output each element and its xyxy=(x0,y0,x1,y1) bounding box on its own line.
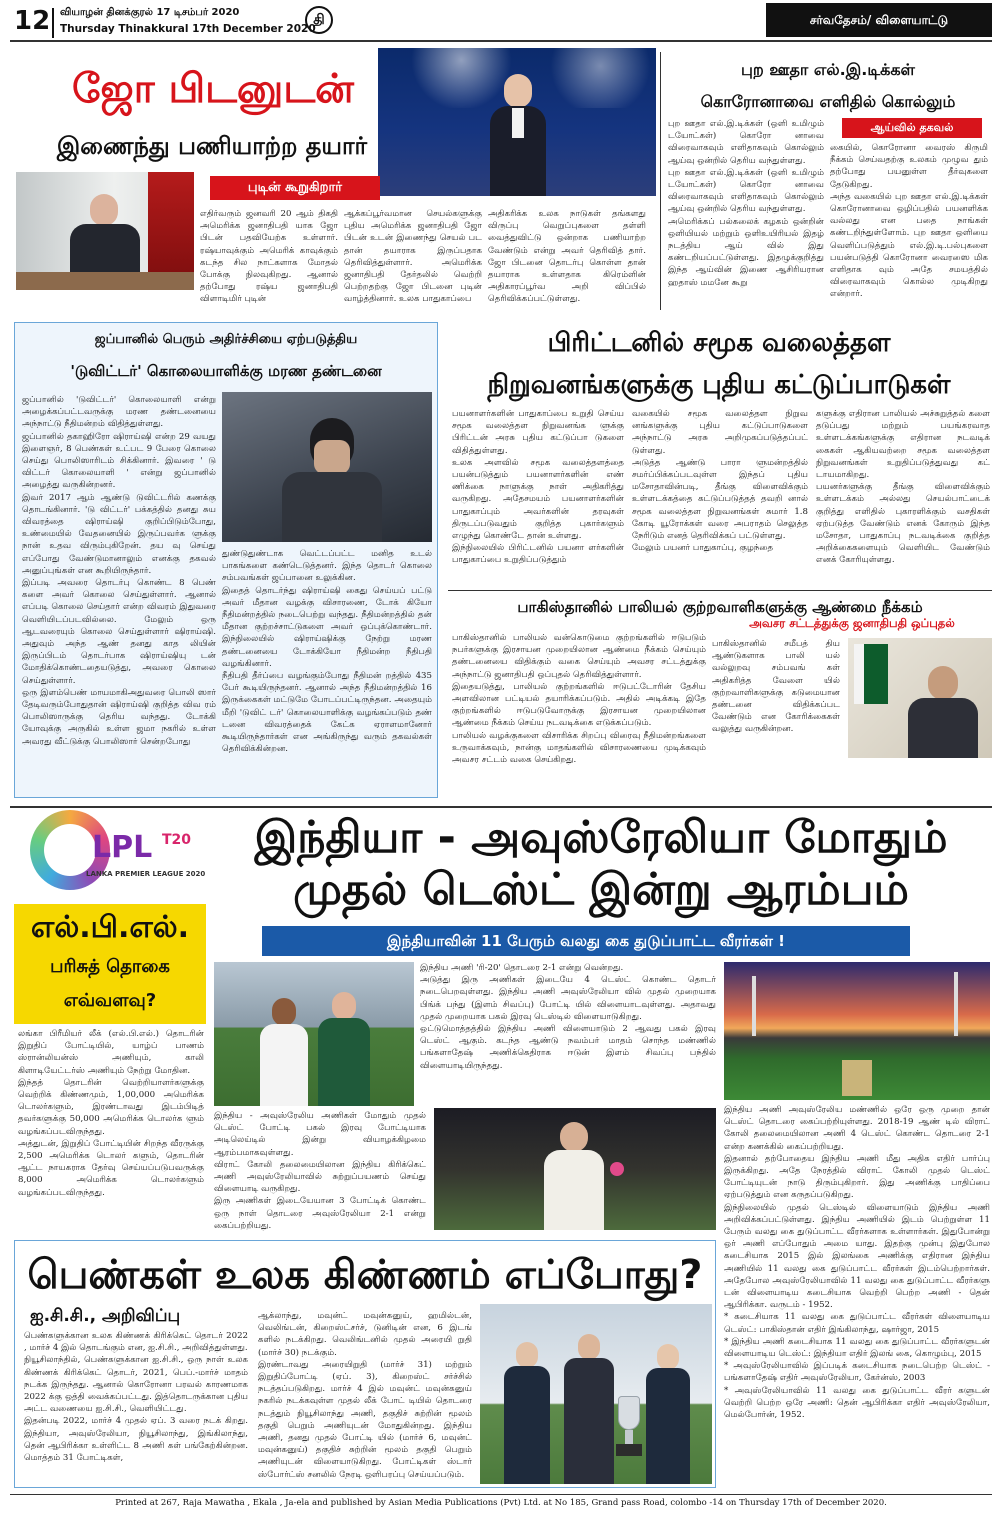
lpl-wordmark: LPL xyxy=(92,830,153,865)
biden-column-2: ஆக்கப்பூர்வமான செயல்களுக்கு புதிய அமெரிக்க ஜனாதிபதி ஜோ பிடன் உடன் இணைந்து செயல் பட தான் தயாராக இருப்பதாக தெரிவித்துள்ளார். அமெரிக்க ஜனாதிபதி தேர்தலில் வெற்றி பெற்றதற்கு ஜோ பிடனை புடின் வாழ்த்தினார். உலக பாதுகாப்பை xyxy=(344,209,482,305)
footer-imprint: Printed at 267, Raja Mawatha , Ekala , Ja-ela and published by Asian Media Publications (Pvt) Ltd. at No 185, Grand pass Road, colombo -14 on Thursday 17th of December 2020. xyxy=(115,1498,887,1508)
biden-column-1: எதிர்வரும் ஜனவரி 20 ஆம் திகதி அமெரிக்க ஜனாதிபதி யாக ஜோ பிடன் பதவியேற்க உள்ளார். ரஷ்யாவுக்கும் அமெரிக் காவுக்கும் கடந்த சில நாட்களாக மோதல் போக்கு நிலவுகிறது. ஆனால் தற்போது ரஷ்ய ஜனாதிபதி விளாடிமிர் புடின் xyxy=(200,209,338,305)
masthead-date-tamil: வியாழன் தினக்குரல் 17 டிசம்பர் 2020 xyxy=(60,7,240,18)
desk-icon xyxy=(16,272,194,290)
cricket-ball-icon xyxy=(610,1162,624,1176)
player-2-icon xyxy=(318,992,370,1106)
cricket-text-mid: இந்திய - அவுஸ்ரேலிய அணிகள் மோதும் முதல் டெஸ்ட் போட்டி பகல் இரவு போட்டியாக அடிலெய்டில் இன்று வியாழக்கிழமை ஆரம்பமாகவுள்ளது. விராட் கோலி தலைமையிலான இந்திய கிரிக்கெட் அணி அவுஸ்ரேலியாவில் சுற்றுப்பயணம் செய்து விளையாடி வருகிறது. இரு அணிகள் இடையேயான 3 போட்டிக் கொண்ட ஒரு நாள் தொடரை அவுஸ்ரேலியா 2-1 என்று கைப்பற்றியது. xyxy=(214,1111,426,1231)
biden-photo xyxy=(378,48,656,196)
japan-column-1: ஜப்பானில் 'டுவிட்டர்' கொலையாளி என்று அழைக்கப்பட்டவருக்கு மரண தண்டனையை அந்நாட்டு நீதிமன்றம் விதித்துள்ளது. ஜப்பானில் தகாஹிரோ ஷிராய்ஷி என்ற 29 வயது இளைஞர், 8 பெண்கள் உட்பட 9 பேரை கொலை செய்து பொலிஸாரிடம் சிக்கினார். இவரை ' டு விட்டர் கொலையாளி ' என்று ஜப்பானில் அழைத்து வருகின்றனர். இவர் 2017 ஆம் ஆண்டு டுவிட்டரில் கணக்கு தொடங்கினார். 'டு விட்டர்' பக்கத்தில் தனது சுய விவரத்தை ஷிராய்ஷி குறிப்பிடும்போது, உண்மையில் வேதனையில் இருப்பவர்க ளுக்கு நான் உதவ விரும்புகிறேன். தய வு செய்து எப்போது வேண்டுமானாலும் எனக்கு தகவல் அனுப்புங்கள் என கூறியிருந்தார். இப்படி அவரை தொடர்பு கொண்ட 8 பெண் களை அவர் கொலை செய்துள்ளார். ஆனால் எப்படி கொலை செய்தார் என்ற விவரம் இதுவரை வெளியிடப்படவில்லை. மேலும் ஒரு ஆடவரையும் கொலை செய்துள்ளார் ஷிராய்ஷி. அதுவும் அந்த ஆண் தனது காத லியின் இருப்பிடம் தொடர்பாக ஷிராய்ஷியு டன் மோதிக்கொண்டதையடுத்து, அவரை கொலை செய்துள்ளார். ஒரு இளம்பெண் மாயமாகிஅதுவரை பொலி ஸார் தேடிவரும்போதுதான் ஷிராய்ஷி குறித்த விவ ரம் பொலிஸாருக்கு தெரிய வந்தது. டோக்கி யோவுக்கு அருகில் உள்ள ஜமா நகரில் உள்ள அவரது வீட்டுக்கு பொலிஸார் சென்றபோது xyxy=(22,395,216,747)
women-column-1: பெண்களுக்கான உலக கிண்ணக் கிரிக்கெட் தொடர் 2022 , மார்ச் 4 இல் தொடங்கும் என, ஐ.சி.சி., அறிவித்துள்ளது. நியூசிலாந்தில், பெண்களுக்கான ஐ.சி.சி., ஒரு நாள் உலக கிண்ணக் கிரிக்கெட் தொடர், 2021, பெப்.-மார்ச் மாதம் நடக்க இருந்தது. ஆனால் கொரோனா பரவல் காரணமாக 2022 க்கு ஒத்தி வைக்கப்பட்டது. இத்தொடருக்கான புதிய அட்ட வணையை ஐ.சி.சி., வெளியிட்டது. இதன்படி 2022, மார்ச் 4 முதல் ஏப். 3 வரை நடக் கிறது. இந்தியா, அவுஸ்ரேலியா, நியூசிலாந்து, இங்கிலாந்து, தென் ஆபிரிக்கா உள்ளிட்ட 8 அணி கள் பங்கேற்கின்றன. மொத்தம் 31 போட்டிகள், xyxy=(24,1331,248,1464)
page-number: 12 xyxy=(14,6,51,36)
women-subtitle: ஐ.சி.சி., அறிவிப்பு xyxy=(30,1306,181,1326)
floodlight-icon xyxy=(954,972,958,1036)
lpl-t20: T20 xyxy=(162,832,192,848)
uv-column-2: கையில், கொரோனா வைரஸ் கிருமி நீக்கம் செய்வதற்கு உலகம் முழுவ தும் தற்போது பயனுள்ள தீர்வுகளை தேடுகிறது. அந்த வகையில் புற ஊதா எல்.இ.டிக்கள் கொரோனாவை ஒழிப்பதில் பயனளிக்க வல்லது என பதை நாங்கள் கண்டறிந்துள்ளோம். புற ஊதா ஒளியை வெளிப்படுத்தும் எல்.இ.டி.பல்புகளை பயன்படுத்தி கொரோனா வைரஸை மிக எளிதாக வும் அதே சமயத்தில் விரைவாகவும் கொல்ல முடிகிறது என்றார். xyxy=(830,143,988,300)
masthead-divider xyxy=(52,8,54,38)
trophy-icon xyxy=(614,1396,644,1456)
cricket-text-top: இந்திய அணி 'ரி-20' தொடரை 2-1 என்று வென்றது. அடுத்து இரு அணிகள் இடையே 4 டெஸ்ட் கொண்ட தொடர் நடைபெறவுள்ளது. இந்திய அணி அவுஸ்ரேலியா வில் முதல் முறையாக பிங்க் பந்து (இளம் சிவப்பு) போட்டி யில் விளையாடவுள்ளது. அதாவது முதல் முறையாக பகல் இரவு டெஸ்டில் விளையாடுகிறது. ஒட்டுமொத்தத்தில் இந்திய அணி விளையாடும் 2 ஆவது பகல் இரவு டெஸ்ட் ஆகும். கடந்த ஆண்டு நவம்பர் மாதம் சொந்த மண்ணில் பங்களாதேஷ் அணிக்கெதிராக ஈடுன் இளம் சிவப்பு பந்தில் விளையாடியிருந்தது. xyxy=(420,963,716,1071)
bowler-figure-icon xyxy=(544,1122,604,1230)
person-2-icon xyxy=(564,1334,614,1484)
speaker-figure-icon xyxy=(490,74,546,196)
cricket-headline-2: முதல் டெஸ்ட் இன்று ஆரம்பம் xyxy=(293,864,909,915)
uk-bottom-rule xyxy=(448,590,992,591)
japan-headline-2: 'டுவிட்டர்' கொலையாளிக்கு மரண தண்டனை xyxy=(70,362,382,380)
japan-headline-1: ஜப்பானில் பெரும் அதிர்ச்சியை ஏற்படுத்திய xyxy=(94,332,358,347)
lpl-subtitle: LANKA PREMIER LEAGUE 2020 xyxy=(86,870,206,878)
cricket-text-right: இந்திய அணி அவுஸ்ரேலிய மண்ணில் ஒரே ஒரு முறை தான் டெஸ்ட் தொடரை கைப்பற்றியுள்ளது. 2018-19 ஆண் டில் விராட் கோலி தலைமையிலான அணி 4 டெஸ்ட் கொண்ட தொடரை 2-1 என்ற கணக்கில் கைப்பற்றியது. இதனால் தற்போதைய இந்திய அணி மீது அதிக எதிர் பார்ப்பு இருக்கிறது. அதே நேரத்தில் விராட் கோலி முதல் டெஸ்ட் போட்டியுடன் நாடு திரும்புகிறார். இது அணிக்கு பாதிப்பை ஏற்படுத்தும் என கருதப்படுகிறது. இந்நிலையில் முதல் டெஸ்டில் விளையாடும் இந்திய அணி அறிவிக்கப்பட்டுள்ளது. இந்திய அணியில் இடம் பெற்றுள்ள 11 பேரும் வலது கை துடுப்பாட்ட வீரர்களாக உள்ளார்கள். இதுபோன்று ஒர் அணி எப்போதும் அமை யாது. இதற்கு முன்பு இதுபோல கடைசியாக 2015 இல் இலங்கை அணிக்கு எதிரான இந்திய அணியில் 11 வலது கை துடுப்பாட்ட வீரர்கள் இடம்பெற்றார்கள். அதேபோல அவுஸ்ரேலியாவில் 11 வலது கை துடுப்பாட்ட வீரர்களு டன் விளையாடிய கடைசியாக வெற்றி பெற்ற அணி - தென் ஆபிரிக்கா. வருடம் - 1952. * கடைசியாக 11 வலது கை துடுப்பாட்ட வீரர்கள் விளையாடிய டெஸ்ட்: பாகிஸ்தான் எதிர் இங்கிலாந்து, ஷார்ஜா, 2015 * இந்திய அணி கடைசியாக 11 வலது கை துடுப்பாட்ட வீரர்களுடன் விளையாடிய டெஸ்ட்: இந்தியா எதிர் இலங் கை, கொழும்பு, 2015 * அவுஸ்ரேலியாவில் இப்படிக் கடைசியாக நடைபெற்ற டெஸ்ட் - பங்களாதேஷ் எதிர் அவுஸ்ரேலியா, கேர்ன்ஸ், 2003 * அவுஸ்ரேலியாவில் 11 வலது கை துடுப்பாட்ட வீரர் களுடன் வெற்றி பெற்ற ஒரே அணி: தென் ஆபிரிக்கா எதிர் அவுஸ்ரேலியா, மெல்போர்ன், 1952. xyxy=(724,1105,990,1421)
biden-headline-2: இணைந்து பணியாற்ற தயார் xyxy=(56,132,368,160)
women-headline: பெண்கள் உலக கிண்ணம் எப்போது? xyxy=(27,1252,703,1298)
putin-photo xyxy=(16,172,194,290)
bowler-photo xyxy=(434,1108,716,1230)
lpl-headline-3: எவ்வளவு? xyxy=(63,990,157,1011)
biden-headline-1: ஜோ பிடனுடன் xyxy=(72,66,354,112)
uk-headline-2: நிறுவனங்களுக்கு புதிய கட்டுப்பாடுகள் xyxy=(487,370,951,400)
lpl-text: லங்கா பிரீமியர் லீக் (எல்.பி.எல்.) தொடரின் இறுதிப் போட்டியில், யாழ்ப் பாணம் ஸ்ரான்லியன்ஸ் அணியும், காலி கிளாடியேட்டர்ஸ் அணியும் நேற்று மோதின. இந்தத் தொடரின் வெற்றியாளர்களுக்கு வெற்றிக் கிண்ணமும், 1,00,000 அமெரிக்க டொலர்களும், இரண்டாவது இடம்பிடித் தவர்களுக்கு 50,000 அமெரிக்க டொலர்க ளும் வழங்கப்படவிருந்தது. அத்துடன், இறுதிப் போட்டியின் சிறந்த வீரருக்கு 2,500 அமெரிக்க டொலர் களும், தொடரின் ஆட்ட நாயகராக தேர்வு செய்யப்படுபவருக்கு 8,000 அமெரிக்க டொலர்களும் வழங்கப்படவிருந்தது. xyxy=(18,1029,204,1198)
uv-column-1: புற ஊதா எல்.இ.டிக்கள் (ஒளி உமிழும் டயோட்கள்) கொரோ னாவை விரைவாகவும் எளிதாகவும் கொல்லும் ஆய்வு ஒன்றில் தெரிய வந்துள்ளது. புற ஊதா எல்.இ.டிக்கள் (ஒளி உமிழும் டயோட்கள்) கொரோ னாவை விரைவாகவும் எளிதாகவும் கொல்லும் ஆய்வு ஒன்றில் தெரிய வந்துள்ளது. அமெரிக்கப் பல்கலைக் கழகம் ஒன்றின் ஒளியியல் மற்றும் ஒளிஉயிரியல் இதழ் நடத்திய ஆய் வில் இது கண்டறியப்பட்டுள்ளது. இதழுக்குறித்து இந்த ஆய்வின் இணை ஆசிரியரான ஹதாஸ் மமனே கூறு xyxy=(668,119,824,288)
president-figure-icon xyxy=(908,666,978,758)
women-column-2: ஆக்லாந்து, மவுன்ட் மவுன்கனுய், ஹமில்டன், வெலிங்டன், கிறைஸ்ட்சர்ச், டுனிடின் என, 6 இடங் களில் நடக்கிறது. வெலிங்டனில் முதல் அரையி றுதி (மார்ச் 30) நடக்கும். இரண்டாவது அரையிறுதி (மார்ச் 31) மற்றும் இறுதிப்போட்டி (ஏப். 3), கிறைஸ்ட் சர்ச்சில் நடத்தப்படுகிறது. மார்ச் 4 இல் மவுன்ட் மவுன்கனுய் நகரில் நடக்கவுள்ள முதல் லீக் போட் டியில் தொடரை நடத்தும் நியூசிலாந்து அணி, தகுதிச் சுற்றின் மூலம் தகுதி பெறும் அணியுடன் மோதுகின்றது. இந்திய அணி, தனது முதல் போட்டி யில் (மார்ச் 6, மவுன்ட் மவுன்கனுய்) தகுதிச் சுற்றின் மூலம் தகுதி பெறும் அணியுடன் விளையாடுகிறது. போட்டிகள் ஸ்டார் ஸ்போர்ட்ஸ் சனலில் நேரடி ஒளிபரப்பு செய்யப்படும். xyxy=(258,1311,472,1480)
pakistan-flag-icon xyxy=(854,644,888,704)
pak-column-1: பாகிஸ்தானில் பாலியல் வன்கொடுமை குற்றங்களில் ஈடுபடும் நபர்களுக்கு இரசாயன முறையிலான ஆண்மை நீக்கம் செய்யும் தண்டனையை விதிக்கும் வகை செய்யும் அவசர சட்டத்துக்கு அந்நாட்டு ஜனாதிபதி ஒப்புதல் தெரிவித்துள்ளார். இதையடுத்து, பாலியல் குற்றங்களில் ஈடுபட்டோரின் தேசிய அளவிலான பட்டியல் தயாரிக்கப்படும். அதில் அடிக்கடி இதே குற்றங்களில் ஈடுபடுவோருக்கு இரசாயன முறையிலான ஆண்மை நீக்கம் செய்ய நடவடிக்கை எடுக்கப்படும். பாலியல் வழக்குகளை விசாரிக்க சிறப்பு விரைவு நீதிமன்றங்களை உருவாக்கவும், நான்கு மாதங்களில் விசாரணையை முடிக்கவும் அவசர சட்டம் வகை செய்கிறது. xyxy=(452,633,706,766)
biden-column-3: அதிகரிக்க உலக நாடுகள் தங்களது விருப்பு வெறுப்புகளை தள்ளி வைத்துவிட்டு ஒன்றாக பணியாற்ற வேண்டும் என்று அவர் தெரிவித் தார். ஜோ பிடனை தொடர்பு கொள்ள தான் தயாராக உள்ளதாக கிரெம்ளின் அதிகாரப்பூர்வ அறி விப்பில் தெரிவிக்கப்பட்டுள்ளது. xyxy=(488,209,646,305)
uk-column-1: பயனாளர்களின் பாதுகாப்பை உறுதி செய்ய சமூக வலைத்தள நிறுவனங்க ளுக்கு பிரிட்டன் அரசு புதிய கட்டுப்பா டுகளை விதித்துள்ளது. உலக அளவில் சமூக வலைத்தளத்தை பயன்படுத்தும் பயனாளர்களின் எண் ணிக்கை நாளுக்கு நாள் அதிகரித்து வருகிறது. அதேசமயம் பயனாளர்களின் பாதுகாப்பும் அவர்களின் தரவுகள் திருடப்படுவதும் குறித்த புகார்களும் எழுந்து கொண்டே தான் உள்ளது. இந்நிலையில் பிரிட்டனில் பயனா ளர்களின் பாதுகாப்பை உறுதிப்படுத்தும் xyxy=(452,409,624,566)
lpl-headline-2: பரிசுத் தொகை xyxy=(50,956,170,977)
pak-tag: அவசர சட்டத்துக்கு ஜனாதிபதி ஒப்புதல் xyxy=(749,616,955,630)
footer-rule xyxy=(10,1494,992,1495)
pitch-icon xyxy=(842,1060,872,1096)
uk-column-2: வகையில் சமூக வலைத்தள நிறுவ னங்களுக்கு புதிய கட்டுப்பாடுகளை அந்நாட்டு அரசு அறிமுகப்படுத்தப்பட் டுள்ளது. அடுத்த ஆண்டு பாரா ளுமன்றத்தில் சமர்ப்பிக்கப்படவுள்ள இந்தப் புதிய மசோதாவின்படி, தீங்கு விளைவிக்கும் உள்ளடக்கத்தை கட்டுப்படுத்தத் தவறி னால் சமூக வலைத்தள நிறுவனங்கள் சுமார் 1.8 கோடி யூரோக்கள் வரை அபராதம் செலுத்த நேரிடும் எனத் தெரிவிக்கப் பட்டுள்ளது. மேலும் பயனர் பாதுகாப்பு, குழந்தை xyxy=(632,409,808,554)
biden-tag: புடின் கூறுகிறார் xyxy=(210,176,380,200)
uk-headline-1: பிரிட்டனில் சமூக வலைத்தள xyxy=(547,328,891,358)
uv-tag: ஆய்வில் தகவல் xyxy=(842,118,982,138)
trophy-photo xyxy=(480,1304,712,1484)
masthead xyxy=(0,0,1000,46)
lpl-headline-1: எல்.பி.எல். xyxy=(30,910,190,945)
suspect-figure-icon xyxy=(282,418,382,542)
stadium-photo xyxy=(724,962,990,1100)
section-label: சர்வதேசம்/ விளையாட்டு xyxy=(766,3,992,37)
pak-headline: பாகிஸ்தானில் பாலியல் குற்றவாளிகளுக்கு ஆண்மை நீக்கம் xyxy=(517,598,923,616)
pak-photo xyxy=(848,638,992,758)
japan-photo xyxy=(222,392,432,542)
uv-headline-2: கொரோனாவை எளிதில் கொல்லும் xyxy=(700,92,956,111)
masthead-rule xyxy=(10,40,992,42)
person-3-icon xyxy=(646,1344,690,1484)
pak-column-2: பாகிஸ்தானில் சமீபத் திய ஆண்டுகளாக பாலி யல் வல்லுறவு சம்பவங் கள் அதிகரித்த வேளை யில் குற்றவாளிகளுக்கு கடுமையான தண்டனை விதிக்கப்பட வேண்டும் என கோரிக்கைகள் வலுத்து வருகின்றன. xyxy=(712,639,840,735)
uv-headline-1: புற ஊதா எல்.இ.டிக்கள் xyxy=(741,60,915,79)
cricket-headline-1: இந்தியா - அவுஸ்ரேலியா மோதும் xyxy=(254,812,948,863)
cricket-banner: இந்தியாவின் 11 பேரும் வலது கை துடுப்பாட்ட வீரர்கள் ! xyxy=(262,926,910,956)
thinakkural-logo: தி xyxy=(305,6,333,34)
uk-column-3: களுக்கு எதிரான பாலியல் அச்சுறுத்தல் களை தடுப்பது மற்றும் பயங்கரவாத உள்ளடக்கங்களுக்கு எதிரான நடவடிக் கைகள் ஆகியவற்றை சமூக வலைத்தள நிறுவனங்கள் உறுதிப்படுத்துவது கட் டாயமாகிறது. பயனர்களுக்கு தீங்கு விளைவிக்கும் உள்ளடக்கம் அல்லது செயல்பாட்டைக் குறித்து எளிதில் புகாரளிக்கும் வசதிகள் ஏற்படுத்த வேண்டும் எனக் கோரும் இந்த மசோதா, பாதுகாப்பு நடவடிக்கை குறித்த அறிக்கைகளையும் வெளியிட வேண்டும் எனக் கோரியுள்ளது. xyxy=(816,409,990,566)
floodlight-icon xyxy=(752,976,756,1036)
japan-column-2: துண்டுதுண்டாக வெட்டப்பட்ட மனித உடல் பாகங்களை கண்டெடுத்தனர். இந்த தொடர் கொலை சம்பவங்கள் ஜப்பானை உலுக்கின. இதைத் தொடர்ந்து ஷிராய்ஷி கைது செய்யப் பட்டு அவர் மீதான வழக்கு விசாரணை, டோக் கியோ நீதிமன்றத்தில் நடைபெற்று வந்தது. நீதிமன்றத்தில் தன் மீதான குற்றச்சாட்டுகளை அவர் ஒப்புக்கொண்டார். இந்நிலையில் ஷிராய்ஷிக்கு நேற்று மரண தண்டனையை டோக்கியோ நீதிமன்ற நீதிபதி வழங்கினார். நீதிபதி தீர்ப்பை வழங்கும்போது நீதிமன் றத்தில் 435 பேர் கூடியிருந்தனர். ஆனால் அந்த நீதிமன்றத்தில் 16 இருக்கைகள் மட்டுமே போடப்பட்டிருந்தன. அதையும் மீறி 'டுவிட் டர்' கொலையாளிக்கு வழங்கப்படும் தண் டனை விவரத்தைக் கேட்க ஏராளமானோர் கூடியிருந்தார்கள் என அங்கிருந்து வரும் தகவல்கள் தெரிவிக்கின்றன. xyxy=(222,549,432,755)
lpl-logo xyxy=(22,808,210,904)
cricket-photo-players xyxy=(214,962,414,1106)
uv-divider xyxy=(660,52,661,310)
player-1-icon xyxy=(260,998,308,1106)
person-1-icon xyxy=(504,1342,550,1484)
masthead-date-english: Thursday Thinakkural 17th December 2020 xyxy=(60,23,316,35)
